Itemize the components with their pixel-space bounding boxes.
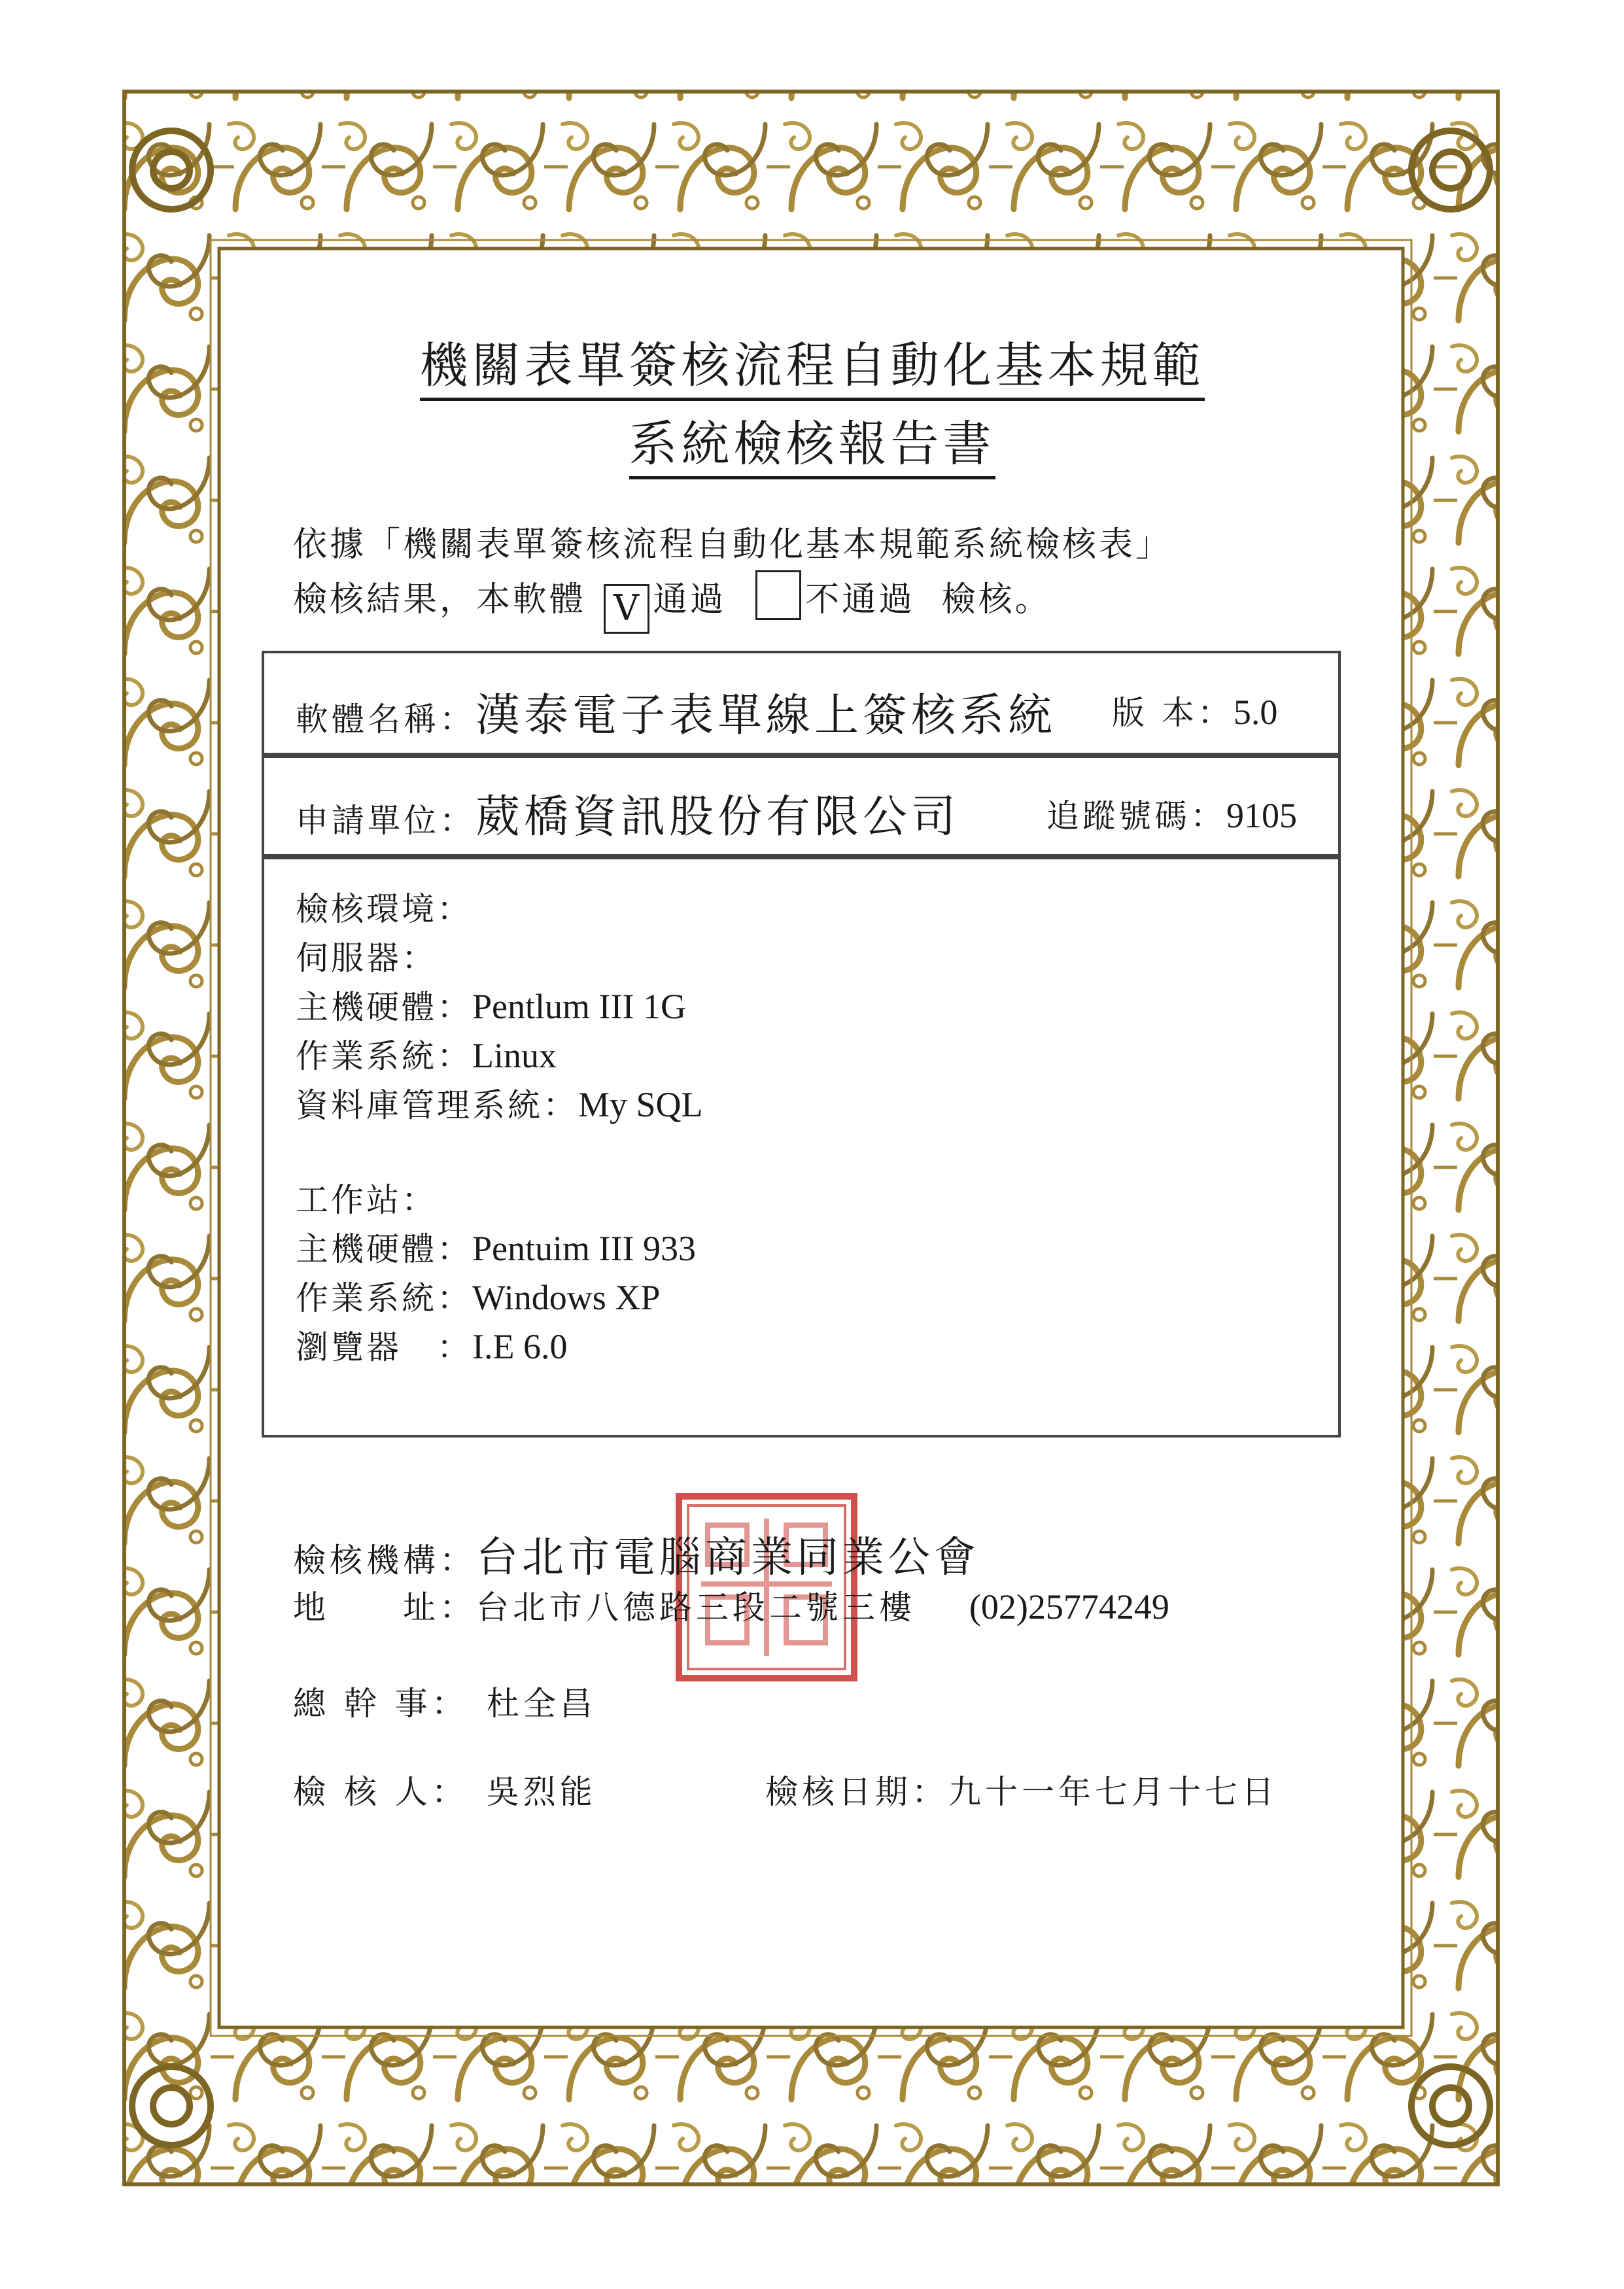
report-title-line1: 機關表單簽核流程自動化基本規範 [0,327,1624,396]
workstation-hardware: 主機硬體：Pentuim III 933 [296,1229,696,1268]
address-row: 地 址：台北市八德路三段二號三樓 (02)25774249 [293,1587,1169,1626]
software-name: 漢泰電子表單線上簽核系統 [475,690,1057,742]
tracking-field: 追蹤號碼：9105 [1046,796,1297,835]
org-row: 檢核機構：台北市電腦商業同業公會 [293,1534,980,1582]
workstation-os: 作業系統：Windows XP [296,1278,661,1317]
report-title-line2: 系統檢核報告書 [0,405,1624,475]
pass-label: 通過 [653,580,727,619]
applicant-row: 申請單位：葳橋資訊股份有限公司 [296,791,960,843]
env-heading: 檢核環境： [296,890,472,928]
director-row: 總 幹 事： 杜全昌 [293,1685,596,1723]
phone: (02)25774249 [969,1587,1169,1626]
server-db: 資料庫管理系統：My SQL [296,1085,703,1124]
intro-line2: 檢核結果，本軟體 V 通過 不通過 檢核。 [293,570,1052,634]
version-field: 版 本：5.0 [1112,693,1278,732]
intro-line1: 依據「機關表單簽核流程自動化基本規範系統檢核表」 [293,525,1173,564]
date-row: 檢核日期：九十一年七月十七日 [765,1773,1278,1811]
server-os: 作業系統：Linux [296,1036,557,1075]
workstation-browser: 瀏覽器 ：I.E 6.0 [296,1327,568,1366]
software-row: 軟體名稱：漢泰電子表單線上簽核系統 [296,690,1057,742]
pass-checkbox: V [604,584,649,634]
applicant-name: 葳橋資訊股份有限公司 [475,791,960,843]
workstation-heading: 工作站： [296,1181,437,1219]
server-heading: 伺服器： [296,939,437,977]
org-name: 台北市電腦商業同業公會 [476,1534,980,1582]
inspector-row: 檢 核 人： 吳烈能 [293,1773,596,1811]
fail-checkbox [755,570,801,620]
fail-label: 不通過 [805,580,916,619]
server-hardware: 主機硬體：Pentlum III 1G [296,987,686,1026]
